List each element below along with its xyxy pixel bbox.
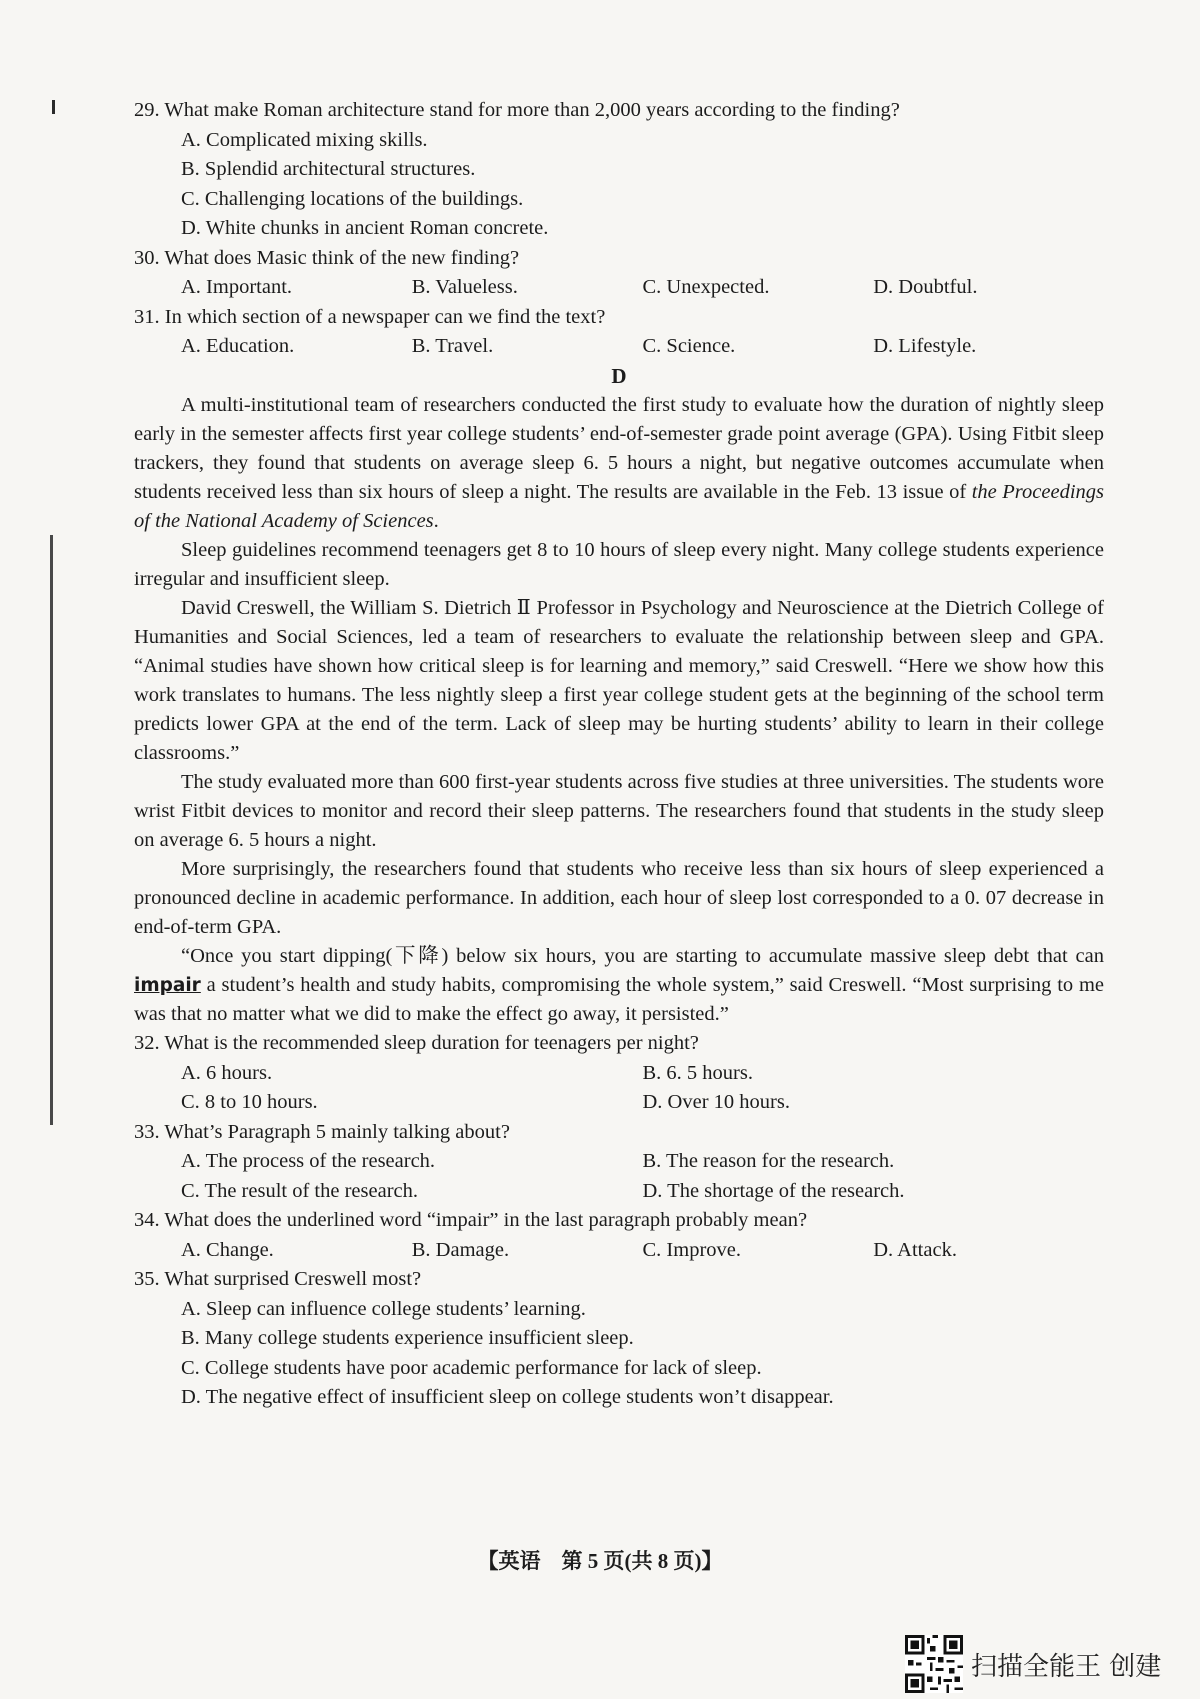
option-b: B. Many college students experience insufficient sleep. bbox=[181, 1327, 634, 1349]
option-d: D. The negative effect of insufficient sleep on college students won’t disappear. bbox=[181, 1386, 834, 1408]
options-row bbox=[134, 1059, 1104, 1089]
question-33 bbox=[134, 1118, 1104, 1207]
question-stem: 29. What make Roman architecture stand for more than 2,000 years according to the finding? bbox=[134, 99, 900, 121]
watermark-text: 扫描全能王 创建 bbox=[971, 1651, 1162, 1682]
paragraph-2: Sleep guidelines recommend teenagers get 8 to 10 hours of sleep every night. Many college students experience irregular and insufficient sleep. bbox=[134, 539, 1104, 590]
scan-mark-binding-line bbox=[50, 535, 53, 1125]
question-stem: 35. What surprised Creswell most? bbox=[134, 1268, 422, 1290]
paragraph-1 bbox=[134, 391, 1104, 536]
paragraph-1-end: . bbox=[433, 510, 439, 532]
option-a: A. Sleep can influence college students’ learning. bbox=[181, 1297, 586, 1320]
paragraph-6 bbox=[134, 942, 1104, 1029]
underlined-word: impair bbox=[134, 975, 201, 996]
option-c: C. 8 to 10 hours. bbox=[181, 1091, 318, 1113]
option-b: B. Travel. bbox=[411, 335, 494, 357]
question-32 bbox=[134, 1029, 1104, 1118]
question-35 bbox=[134, 1265, 1104, 1413]
question-stem: 34. What does the underlined word “impair” in the last paragraph probably mean? bbox=[134, 1209, 808, 1231]
option-c: C. Unexpected. bbox=[642, 276, 770, 298]
options-row bbox=[134, 273, 1104, 303]
question-stem: 32. What is the recommended sleep duration for teenagers per night? bbox=[134, 1032, 699, 1054]
option-b: B. The reason for the research. bbox=[642, 1150, 895, 1172]
option-c: C. Improve. bbox=[642, 1238, 741, 1261]
question-30 bbox=[134, 244, 1104, 303]
option-b: B. 6. 5 hours. bbox=[642, 1061, 753, 1084]
paragraph-5: More surprisingly, the researchers found that students who receive less than six hours of sleep experienced a pronounced decline in academic performance. In addition, each hour of sleep lost corresponded to a 0. 07 decrease in end-of-term GPA. bbox=[134, 858, 1104, 938]
question-31 bbox=[134, 303, 1104, 362]
option-a: A. Education. bbox=[181, 335, 295, 357]
option-d: D. Over 10 hours. bbox=[642, 1091, 790, 1113]
paragraph-6-text-a: “Once you start dipping(下降) below six hours, you are starting to accumulate massive sleep debt that can bbox=[181, 945, 1104, 967]
options-row bbox=[134, 1147, 1104, 1177]
reading-passage bbox=[134, 391, 1104, 1029]
option-b: B. Splendid architectural structures. bbox=[181, 158, 476, 180]
paragraph-4: The study evaluated more than 600 first-year students across five studies at three universities. The students wore wrist Fitbit devices to monitor and record their sleep patterns. The researchers found that students in the study sleep on average 6. 5 hours a night. bbox=[134, 771, 1104, 851]
option-a: A. The process of the research. bbox=[181, 1150, 436, 1172]
scan-mark-top bbox=[52, 100, 55, 114]
exam-page bbox=[134, 96, 1104, 1413]
option-a: A. 6 hours. bbox=[181, 1061, 273, 1084]
page-footer: 【英语 第 5 页(共 8 页)】 bbox=[477, 1549, 723, 1573]
option-b: B. Damage. bbox=[411, 1238, 510, 1261]
qr-code-icon bbox=[905, 1635, 963, 1693]
scanner-watermark bbox=[905, 1635, 1161, 1693]
option-c: C. The result of the research. bbox=[181, 1179, 418, 1202]
option-a: A. Important. bbox=[181, 276, 293, 298]
option-c: C. College students have poor academic performance for lack of sleep. bbox=[181, 1356, 762, 1379]
option-d: D. Attack. bbox=[873, 1238, 957, 1261]
option-b: B. Valueless. bbox=[411, 276, 518, 298]
paragraph-6-text-b: a student’s health and study habits, compromising the whole system,” said Creswell. “Most surprising to me was that no matter what we did to make the effect go away, it persisted.” bbox=[134, 974, 1104, 1025]
options-row bbox=[134, 1177, 1104, 1207]
option-d: D. The shortage of the research. bbox=[642, 1179, 905, 1202]
options-row bbox=[134, 1088, 1104, 1118]
option-c: C. Challenging locations of the buildings. bbox=[181, 187, 524, 210]
question-34 bbox=[134, 1206, 1104, 1265]
question-stem: 30. What does Masic think of the new finding? bbox=[134, 246, 520, 269]
options-row bbox=[134, 1236, 1104, 1266]
question-stem: 33. What’s Paragraph 5 mainly talking about? bbox=[134, 1120, 510, 1143]
paragraph-3: David Creswell, the William S. Dietrich Ⅱ Professor in Psychology and Neuroscience at the Dietrich College of Humanities and Social Sciences, led a team of researchers to evaluate the relationship between sleep and GPA. “Animal studies have shown how critical sleep is for learning and memory,” said Creswell. “Here we show how this work translates to humans. The less nightly sleep a first year college student gets at the beginning of the school term predicts lower GPA at the end of the term. Lack of sleep may be hurting students’ ability to learn in their college classrooms.” bbox=[134, 597, 1104, 764]
option-d: D. White chunks in ancient Roman concrete. bbox=[181, 217, 549, 239]
paragraph-1-text: A multi-institutional team of researchers conducted the first study to evaluate how the duration of nightly sleep early in the semester affects first year college students’ end-of-semester grade point average (GPA). Using Fitbit sleep trackers, they found that students on average sleep 6. 5 hours a night, but negative outcomes accumulate when students received less than six hours of sleep a night. The results are available in the Feb. 13 issue of bbox=[134, 394, 1104, 503]
question-29 bbox=[134, 96, 1104, 244]
option-d: D. Doubtful. bbox=[873, 276, 978, 298]
option-c: C. Science. bbox=[642, 335, 736, 357]
options-row bbox=[134, 332, 1104, 362]
journal-title: the Proceedings of the National Academy of Sciences bbox=[134, 481, 1104, 532]
option-a: A. Complicated mixing skills. bbox=[181, 128, 428, 151]
option-d: D. Lifestyle. bbox=[873, 335, 977, 357]
question-stem: 31. In which section of a newspaper can we find the text? bbox=[134, 305, 606, 328]
option-a: A. Change. bbox=[181, 1238, 274, 1261]
section-heading: D bbox=[611, 363, 627, 388]
